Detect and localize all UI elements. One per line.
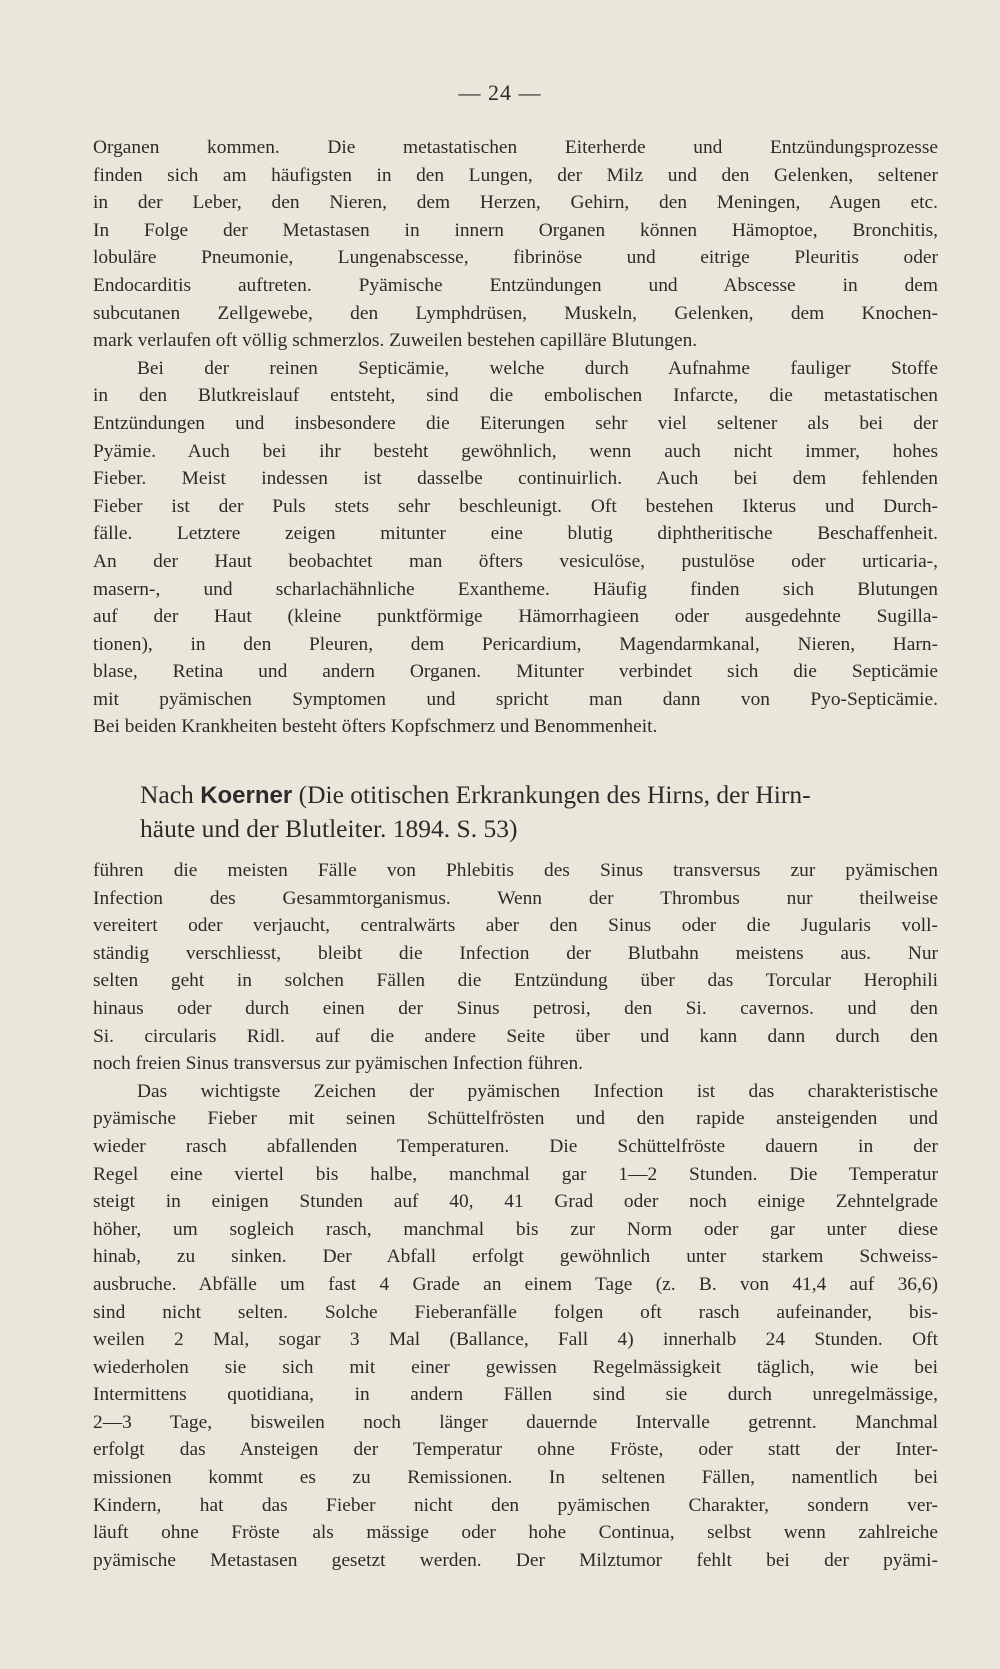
text-line: steigt in einigen Stunden auf 40, 41 Grad oder noch einige Zehntelgrade [93,1191,938,1213]
text-line: Kindern, hat das Fieber nicht den pyämischen Charakter, sondern ver- [93,1494,938,1516]
heading-line-2: häute und der Blutleiter. 1894. S. 53) [140,814,518,843]
text-line: tionen), in den Pleuren, dem Pericardium, Magendarmkanal, Nieren, Harn- [93,633,938,655]
text-line: pyämische Metastasen gesetzt werden. Der Milztumor fehlt bei der pyämi- [93,1549,938,1571]
text-line: Das wichtigste Zeichen der pyämischen Infection ist das charakteristische [137,1080,938,1102]
text-line: subcutanen Zellgewebe, den Lymphdrüsen, Muskeln, Gelenken, dem Knochen- [93,302,938,324]
heading-prefix: Nach [140,780,201,809]
text-line: Organen kommen. Die metastatischen Eiterherde und Entzündungsprozesse [93,137,938,158]
text-line: vereitert oder verjaucht, centralwärts aber den Sinus oder die Jugularis voll- [93,915,938,937]
text-line: missionen kommt es zu Remissionen. In seltenen Fällen, namentlich bei [93,1467,938,1489]
text-line: ständig verschliesst, bleibt die Infection der Blutbahn meistens aus. Nur [93,942,938,964]
heading-title: (Die otitischen Erkrankungen des Hirns, der Hirn- [292,780,811,809]
heading-line-1 [140,778,940,812]
heading-author: Koerner [200,782,293,809]
text-line: weilen 2 Mal, sogar 3 Mal (Ballance, Fall 4) innerhalb 24 Stunden. Oft [93,1329,938,1351]
section-heading [140,778,940,845]
text-line: blase, Retina und andern Organen. Mitunter verbindet sich die Septicämie [93,661,938,683]
text-line: lobuläre Pneumonie, Lungenabscesse, fibrinöse und eitrige Pleuritis oder [93,247,938,269]
text-line: wieder rasch abfallenden Temperaturen. Die Schüttelfröste dauern in der [93,1135,938,1157]
text-line: selten geht in solchen Fällen die Entzündung über das Torcular Herophili [93,970,938,992]
text-line: mit pyämischen Symptomen und spricht man dann von Pyo-Septicämie. [93,688,938,710]
text-line: Infection des Gesammtorganismus. Wenn der Thrombus nur theilweise [93,887,938,909]
text-line: masern-, und scharlachähnliche Exantheme. Häufig finden sich Blutungen [93,578,938,600]
text-line: Fieber ist der Puls stets sehr beschleunigt. Oft bestehen Ikterus und Durch- [93,495,938,517]
text-line: Entzündungen und insbesondere die Eiterungen sehr viel seltener als bei der [93,412,938,434]
text-line: Si. circularis Ridl. auf die andere Seite über und kann dann durch den [93,1025,938,1047]
text-line: Regel eine viertel bis halbe, manchmal gar 1—2 Stunden. Die Temperatur [93,1163,938,1185]
text-line: in den Blutkreislauf entsteht, sind die embolischen Infarcte, die metastatischen [93,385,938,407]
text-line: Bei der reinen Septicämie, welche durch Aufnahme fauliger Stoffe [137,357,938,379]
text-line: An der Haut beobachtet man öfters vesiculöse, pustulöse oder urticaria-, [93,550,938,572]
text-line: führen die meisten Fälle von Phlebitis des Sinus transversus zur pyämischen [93,860,938,881]
text-line: fälle. Letztere zeigen mitunter eine blutig diphtheritische Beschaffenheit. [93,523,938,545]
text-line: wiederholen sie sich mit einer gewissen Regelmässigkeit täglich, wie bei [93,1356,938,1378]
paragraph-block-koerner [93,857,938,1574]
text-line: Pyämie. Auch bei ihr besteht gewöhnlich, wenn auch nicht immer, hohes [93,440,938,462]
text-line: mark verlaufen oft völlig schmerzlos. Zuweilen bestehen capilläre Blutungen. [93,330,698,352]
text-line: höher, um sogleich rasch, manchmal bis zur Norm oder gar unter diese [93,1218,938,1240]
text-line: sind nicht selten. Solche Fieberanfälle folgen oft rasch aufeinander, bis- [93,1301,938,1323]
text-line: Intermittens quotidiana, in andern Fällen sind sie durch unregelmässige, [93,1384,938,1406]
text-line: hinaus oder durch einen der Sinus petrosi, den Si. cavernos. und den [93,997,938,1019]
text-line: in der Leber, den Nieren, dem Herzen, Gehirn, den Meningen, Augen etc. [93,192,938,214]
text-line: In Folge der Metastasen in innern Organen können Hämoptoe, Bronchitis, [93,219,938,241]
text-line: ausbruche. Abfälle um fast 4 Grade an einem Tage (z. B. von 41,4 auf 36,6) [93,1273,938,1295]
text-line: pyämische Fieber mit seinen Schüttelfrösten und den rapide ansteigenden und [93,1108,938,1130]
text-line: erfolgt das Ansteigen der Temperatur ohne Fröste, oder statt der Inter- [93,1439,938,1461]
text-line: Bei beiden Krankheiten besteht öfters Kopfschmerz und Benommenheit. [93,716,658,738]
text-line: Fieber. Meist indessen ist dasselbe continuirlich. Auch bei dem fehlenden [93,468,938,490]
page-number: — 24 — [458,80,542,105]
text-line: auf der Haut (kleine punktförmige Hämorrhagieen oder ausgedehnte Sugilla- [93,606,938,628]
text-line: finden sich am häufigsten in den Lungen, der Milz und den Gelenken, seltener [93,164,938,186]
text-line: Endocarditis auftreten. Pyämische Entzündungen und Abscesse in dem [93,274,938,296]
text-line: läuft ohne Fröste als mässige oder hohe Continua, selbst wenn zahlreiche [93,1522,938,1544]
text-line: noch freien Sinus transversus zur pyämischen Infection führen. [93,1053,584,1075]
text-line: 2—3 Tage, bisweilen noch länger dauernde Intervalle getrennt. Manchmal [93,1411,938,1433]
text-line: hinab, zu sinken. Der Abfall erfolgt gewöhnlich unter starkem Schweiss- [93,1246,938,1268]
paragraph-block-septicaemia [93,134,938,741]
